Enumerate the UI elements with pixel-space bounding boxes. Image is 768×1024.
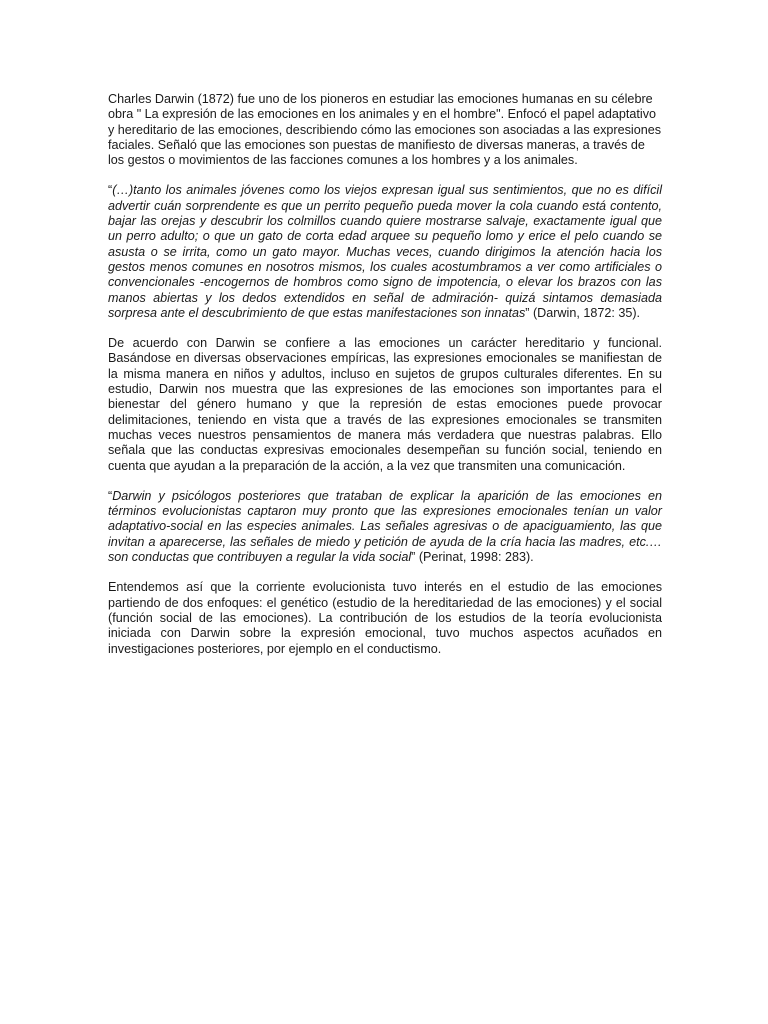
quote-citation: ” (Darwin, 1872: 35). bbox=[525, 305, 641, 320]
quote-perinat bbox=[108, 489, 662, 565]
quote-open-mark: “ bbox=[108, 183, 113, 198]
quote-citation: ” (Perinat, 1998: 283). bbox=[411, 550, 534, 565]
document-page bbox=[108, 92, 662, 672]
paragraph-conclusion: Entendemos así que la corriente evolucionista tuvo interés en el estudio de las emociones partiendo de dos enfoques: el genético (estudio de la hereditariedad de las emociones) y el social (función social de las emociones). La contribución de los estudios de la teoría evolucionista iniciada con Darwin sobre la expresión emocional, tuvo muchos aspectos acuñados en investigaciones posteriores, por ejemplo en el conductismo. bbox=[108, 580, 662, 656]
quote-darwin bbox=[108, 183, 662, 321]
quote-open-mark: “ bbox=[108, 488, 113, 503]
paragraph-hereditary-functional: De acuerdo con Darwin se confiere a las emociones un carácter hereditario y funcional. Basándose en diversas observaciones empíricas, las expresiones emocionales se manifiestan de la misma manera en niños y adultos, incluso en sujetos de grupos culturales diferentes. En su estudio, Darwin nos muestra que las expresiones de las emociones son importantes para el bienestar del género humano y que la represión de estas emociones puede provocar delimitaciones, teniendo en vista que a través de las expresiones emocionales se transmiten muchas veces nuestros pensamientos de manera más verdadera que nuestras palabras. Ello señala que las conductas expresivas emocionales desempeñan su función social, teniendo en cuenta que ayudan a la preparación de la acción, a la vez que transmiten una comunicación. bbox=[108, 336, 662, 473]
quote-text: Darwin y psicólogos posteriores que trataban de explicar la aparición de las emociones en términos evolucionistas captaron muy pronto que las expresiones emocionales tenían un valor adaptativo-social en las especies animales. Las señales agresivas o de apaciguamiento, las que invitan a aparecerse, las señales de miedo y petición de ayuda de la cría hacia las madres, etc.… son conductas que contribuyen a regular la vida social bbox=[108, 488, 662, 565]
paragraph-darwin-intro: Charles Darwin (1872) fue uno de los pioneros en estudiar las emociones humanas en su célebre obra " La expresión de las emociones en los animales y en el hombre". Enfocó el papel adaptativo y hereditario de las emociones, describiendo cómo las emociones son asociadas a las expresiones faciales. Señaló que las emociones son puestas de manifiesto de diversas maneras, a través de los gestos o movimientos de las facciones comunes a los hombres y a los animales. bbox=[108, 92, 662, 168]
quote-text: (…)tanto los animales jóvenes como los viejos expresan igual sus sentimientos, que no es difícil advertir cuán sorprendente es que un perrito pequeño pueda mover la cola cuando está contento, bajar las orejas y descubrir los colmillos cuando quiere mostrarse salvaje, exactamente igual que un perro adulto; o que un gato de corta edad arquee su pequeño lomo y erice el pelo cuando se asusta o se irrita, como un gato mayor. Muchas veces, cuando dirigimos la atención hacia los gestos menos comunes en nosotros mismos, los cuales acostumbramos a ver como artificiales o convencionales -encogernos de hombros como signo de impotencia, o elevar los brazos con las manos abiertas y los dedos extendidos en señal de admiración- quizá sintamos demasiada sorpresa ante el descubrimiento de que estas manifestaciones son innatas bbox=[108, 183, 662, 320]
